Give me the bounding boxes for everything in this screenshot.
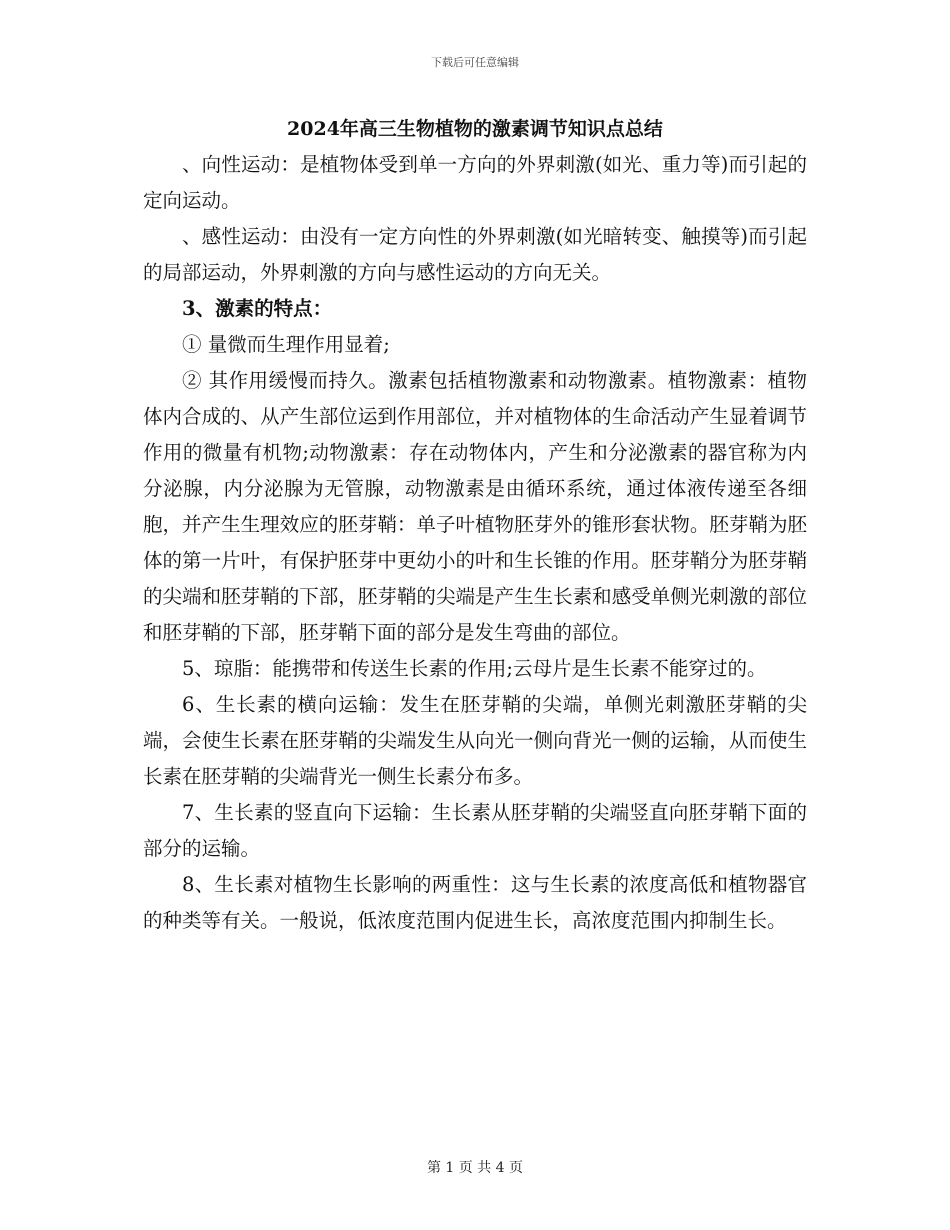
paragraph-vertical-transport: 7、生长素的竖直向下运输：生长素从胚芽鞘的尖端竖直向胚芽鞘下面的部分的运输。	[143, 801, 807, 860]
paragraph-feature-1: ① 量微而生理作用显着;	[182, 333, 390, 356]
section-heading-hormone-features: 3、激素的特点：	[182, 297, 333, 320]
paragraph-agar: 5、琼脂：能携带和传送生长素的作用;云母片是生长素不能穿过的。	[182, 657, 767, 680]
paragraph-nastic-movement: 、感性运动：由没有一定方向性的外界刺激(如光暗转变、触摸等)而引起的局部运动，外界刺激的方向与感性运动的方向无关。	[143, 225, 807, 284]
header-note: 下载后可任意编辑	[431, 56, 519, 69]
document-title: 2024年高三生物植物的激素调节知识点总结	[287, 118, 663, 140]
paragraph-feature-2: ② 其作用缓慢而持久。激素包括植物激素和动物激素。植物激素：植物体内合成的、从产生部位运到作用部位，并对植物体的生命活动产生显着调节作用的微量有机物;动物激素：存在动物体内，产生和分泌激素的器官称为内分泌腺，内分泌腺为无管腺，动物激素是由循环系统，通过体液传递至各细胞，并产生生理效应的胚芽鞘：单子叶植物胚芽外的锥形套状物。胚芽鞘为胚体的第一片叶，有保护胚芽中更幼小的叶和生长锥的作用。胚芽鞘分为胚芽鞘的尖端和胚芽鞘的下部，胚芽鞘的尖端是产生生长素和感受单侧光刺激的部位和胚芽鞘的下部，胚芽鞘下面的部分是发生弯曲的部位。	[143, 369, 807, 644]
paragraph-dual-effect: 8、生长素对植物生长影响的两重性：这与生长素的浓度高低和植物器官的种类等有关。一般说，低浓度范围内促进生长，高浓度范围内抑制生长。	[143, 873, 807, 932]
paragraph-lateral-transport: 6、生长素的横向运输：发生在胚芽鞘的尖端，单侧光刺激胚芽鞘的尖端，会使生长素在胚芽鞘的尖端发生从向光一侧向背光一侧的运输，从而使生长素在胚芽鞘的尖端背光一侧生长素分布多。	[143, 693, 807, 788]
page-number: 第 1 页 共 4 页	[426, 1160, 524, 1176]
document-body	[143, 147, 807, 939]
paragraph-tropism: 、向性运动：是植物体受到单一方向的外界刺激(如光、重力等)而引起的定向运动。	[143, 153, 807, 212]
